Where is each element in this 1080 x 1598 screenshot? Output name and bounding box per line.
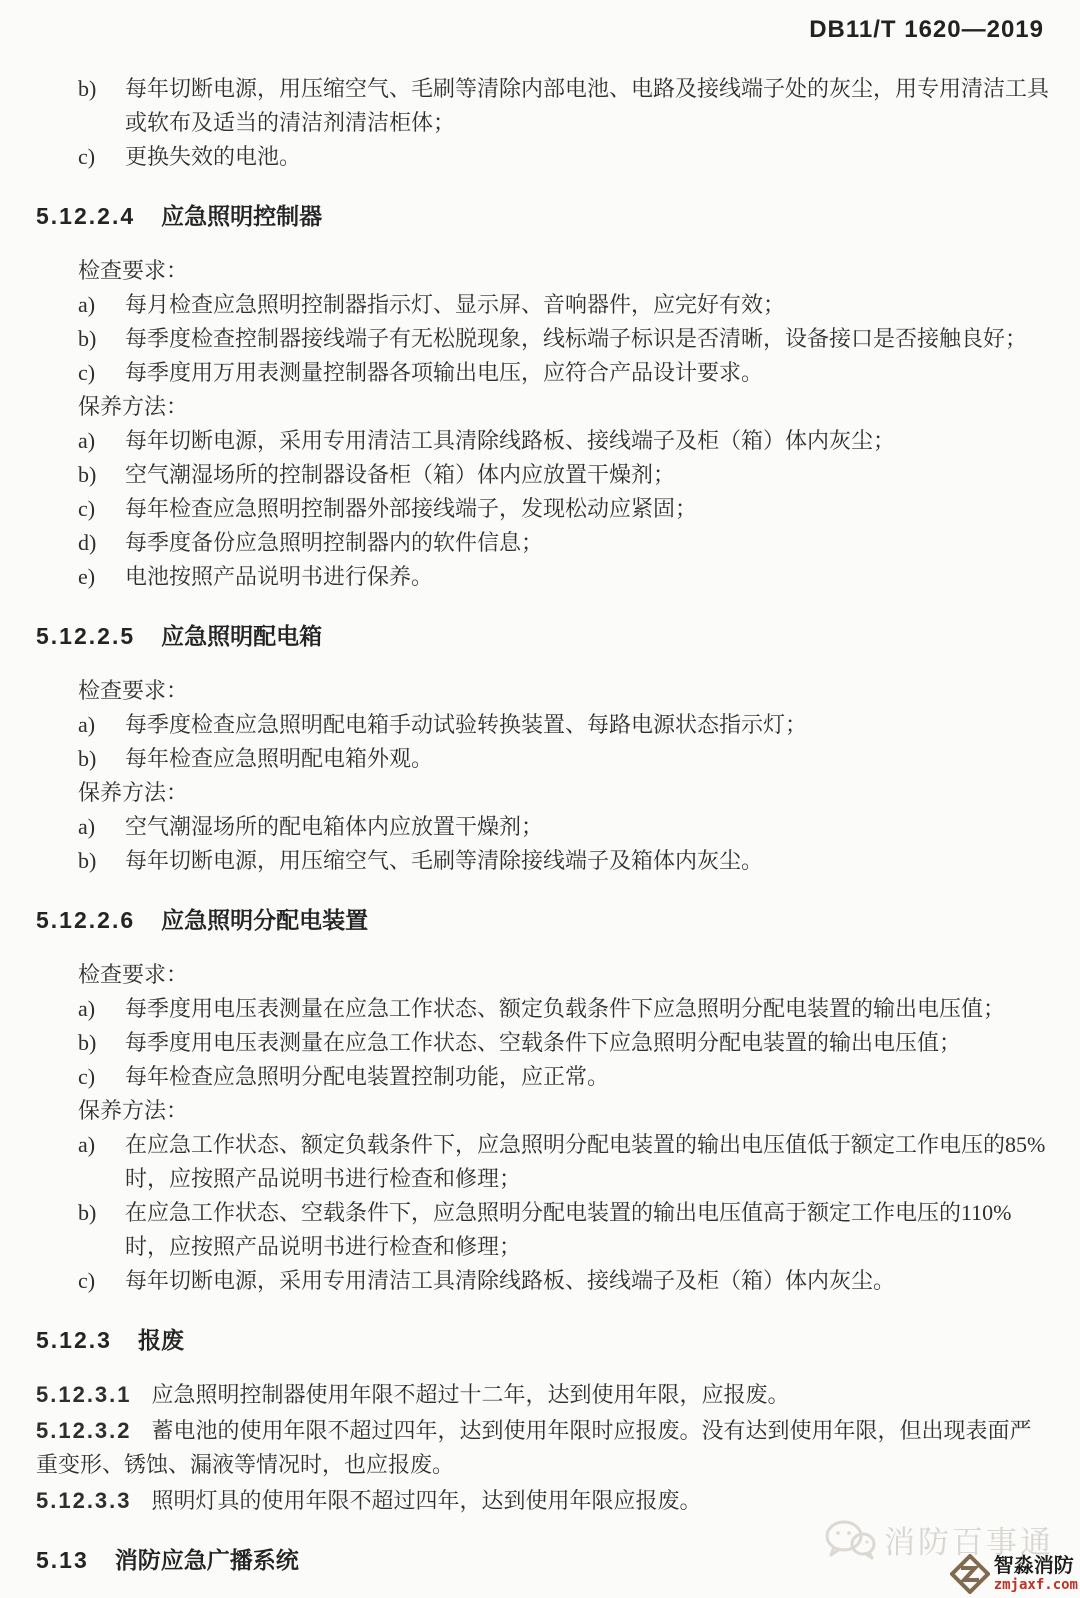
list-item-marker: e) <box>78 564 96 589</box>
list-item <box>78 424 1050 458</box>
document-body <box>36 72 1050 1574</box>
list-item-marker: a) <box>78 428 96 453</box>
clause-text: 应急照明控制器使用年限不超过十二年，达到使用年限，应报废。 <box>151 1382 790 1407</box>
clause-text: 蓄电池的使用年限不超过四年，达到使用年限时应报废。没有达到使用年限，但出现表面严重变形、锈蚀、漏液等情况时，也应报废。 <box>36 1418 1032 1477</box>
list-item-marker: b) <box>78 326 97 351</box>
list-label: 检查要求： <box>78 678 189 703</box>
list-item <box>78 810 1050 844</box>
heading-title: 应急照明配电箱 <box>161 623 323 649</box>
list-label: 检查要求： <box>78 258 189 283</box>
clause <box>36 1378 1050 1412</box>
list-label: 保养方法： <box>78 1098 189 1123</box>
list-item-text: 每季度用万用表测量控制器各项输出电压，应符合产品设计要求。 <box>125 360 764 385</box>
list-item-text: 每季度用电压表测量在应急工作状态、空载条件下应急照明分配电装置的输出电压值； <box>125 1030 962 1055</box>
list-item <box>78 322 1050 356</box>
list-item-text: 每季度检查控制器接线端子有无松脱现象，线标端子标识是否清晰，设备接口是否接触良好； <box>125 326 1028 351</box>
list-item-marker: a) <box>78 712 96 737</box>
list-label: 保养方法： <box>78 780 189 805</box>
list-item-text: 每年切断电源，采用专用清洁工具清除线路板、接线端子及柜（箱）体内灰尘； <box>125 428 896 453</box>
clause-number: 5.12.3.3 <box>36 1488 132 1513</box>
section-heading <box>36 1326 1050 1354</box>
heading-number: 5.12.2.4 <box>36 203 136 229</box>
clause-number: 5.12.3.1 <box>36 1382 132 1407</box>
heading-number: 5.12.3 <box>36 1327 112 1353</box>
clause-number: 5.12.3.2 <box>36 1418 132 1443</box>
list-item-marker: a) <box>78 814 96 839</box>
list-item <box>78 560 1050 594</box>
list-item <box>78 1060 1050 1094</box>
list-item-marker: c) <box>78 360 96 385</box>
list-item <box>78 140 1050 174</box>
list-item <box>78 1196 1050 1264</box>
list-item-text: 每季度备份应急照明控制器内的软件信息； <box>125 530 544 555</box>
list-item <box>78 708 1050 742</box>
clause <box>36 1484 1050 1518</box>
list-item-marker: b) <box>78 76 97 101</box>
list-item-marker: c) <box>78 1268 96 1293</box>
list-item-text: 每月检查应急照明控制器指示灯、显示屏、音响器件，应完好有效； <box>125 292 786 317</box>
list-item-marker: a) <box>78 1132 96 1157</box>
list-item <box>78 992 1050 1026</box>
list-item-text: 每年检查应急照明控制器外部接线端子，发现松动应紧固； <box>125 496 698 521</box>
list-item <box>78 1026 1050 1060</box>
heading-number: 5.13 <box>36 1547 89 1573</box>
list-item-marker: c) <box>78 496 96 521</box>
list-item-text: 更换失效的电池。 <box>125 144 302 169</box>
list-item-marker: a) <box>78 292 96 317</box>
list-item-text: 空气潮湿场所的控制器设备柜（箱）体内应放置干燥剂； <box>125 462 676 487</box>
list-item <box>78 72 1050 140</box>
list-item <box>78 458 1050 492</box>
list-item-marker: c) <box>78 1064 96 1089</box>
list-item-text: 每季度检查应急照明配电箱手动试验转换装置、每路电源状态指示灯； <box>125 712 808 737</box>
list-item-text: 每年切断电源，采用专用清洁工具清除线路板、接线端子及柜（箱）体内灰尘。 <box>125 1268 896 1293</box>
clause-text: 照明灯具的使用年限不超过四年，达到使用年限应报废。 <box>151 1488 702 1513</box>
section-heading <box>36 622 1050 650</box>
list-item <box>78 526 1050 560</box>
zhimiao-logo-icon <box>950 1554 990 1594</box>
list-item-marker: c) <box>78 144 96 169</box>
list-item-marker: b) <box>78 462 97 487</box>
heading-number: 5.12.2.5 <box>36 623 136 649</box>
section-heading <box>36 202 1050 230</box>
heading-title: 消防应急广播系统 <box>114 1547 299 1573</box>
list-item-marker: b) <box>78 848 97 873</box>
list-item-marker: b) <box>78 1200 97 1225</box>
list-item-marker: b) <box>78 746 97 771</box>
watermark-brand-text: 消防百事通 <box>884 1525 1054 1560</box>
list-item-text: 电池按照产品说明书进行保养。 <box>125 564 434 589</box>
page-header <box>36 16 1050 44</box>
standard-number: DB11/T 1620—2019 <box>809 16 1044 43</box>
wechat-icon <box>824 1519 876 1561</box>
list-item <box>78 742 1050 776</box>
list-label: 检查要求： <box>78 962 189 987</box>
heading-title: 应急照明分配电装置 <box>161 907 369 933</box>
list-item-text: 在应急工作状态、额定负载条件下，应急照明分配电装置的输出电压值低于额定工作电压的85%时，应按照产品说明书进行检查和修理； <box>125 1132 1046 1191</box>
list-item-text: 每年检查应急照明配电箱外观。 <box>125 746 434 771</box>
heading-number: 5.12.2.6 <box>36 907 136 933</box>
list-item-text: 在应急工作状态、空载条件下，应急照明分配电装置的输出电压值高于额定工作电压的110%时，应按照产品说明书进行检查和修理； <box>125 1200 1012 1259</box>
heading-title: 应急照明控制器 <box>161 203 323 229</box>
list-item-marker: b) <box>78 1030 97 1055</box>
watermark <box>824 1517 1078 1594</box>
clause <box>36 1414 1050 1482</box>
list-item-marker: a) <box>78 996 96 1021</box>
list-item <box>78 844 1050 878</box>
list-item <box>78 492 1050 526</box>
list-item <box>78 288 1050 322</box>
list-item-text: 空气潮湿场所的配电箱体内应放置干燥剂； <box>125 814 544 839</box>
watermark-website: zmjaxf.com <box>993 1576 1078 1593</box>
list-item <box>78 1264 1050 1298</box>
list-label: 保养方法： <box>78 394 189 419</box>
list-item <box>78 1128 1050 1196</box>
section-heading <box>36 906 1050 934</box>
heading-title: 报废 <box>137 1327 184 1353</box>
watermark-company-name: 智淼消防 <box>993 1554 1074 1577</box>
list-item-text: 每季度用电压表测量在应急工作状态、额定负载条件下应急照明分配电装置的输出电压值； <box>125 996 1006 1021</box>
list-item-text: 每年切断电源，用压缩空气、毛刷等清除接线端子及箱体内灰尘。 <box>125 848 764 873</box>
list-item-text: 每年切断电源，用压缩空气、毛刷等清除内部电池、电路及接线端子处的灰尘，用专用清洁工具或软布及适当的清洁剂清洁柜体； <box>125 76 1050 135</box>
list-item <box>78 356 1050 390</box>
list-item-marker: d) <box>78 530 97 555</box>
list-item-text: 每年检查应急照明分配电装置控制功能，应正常。 <box>125 1064 610 1089</box>
